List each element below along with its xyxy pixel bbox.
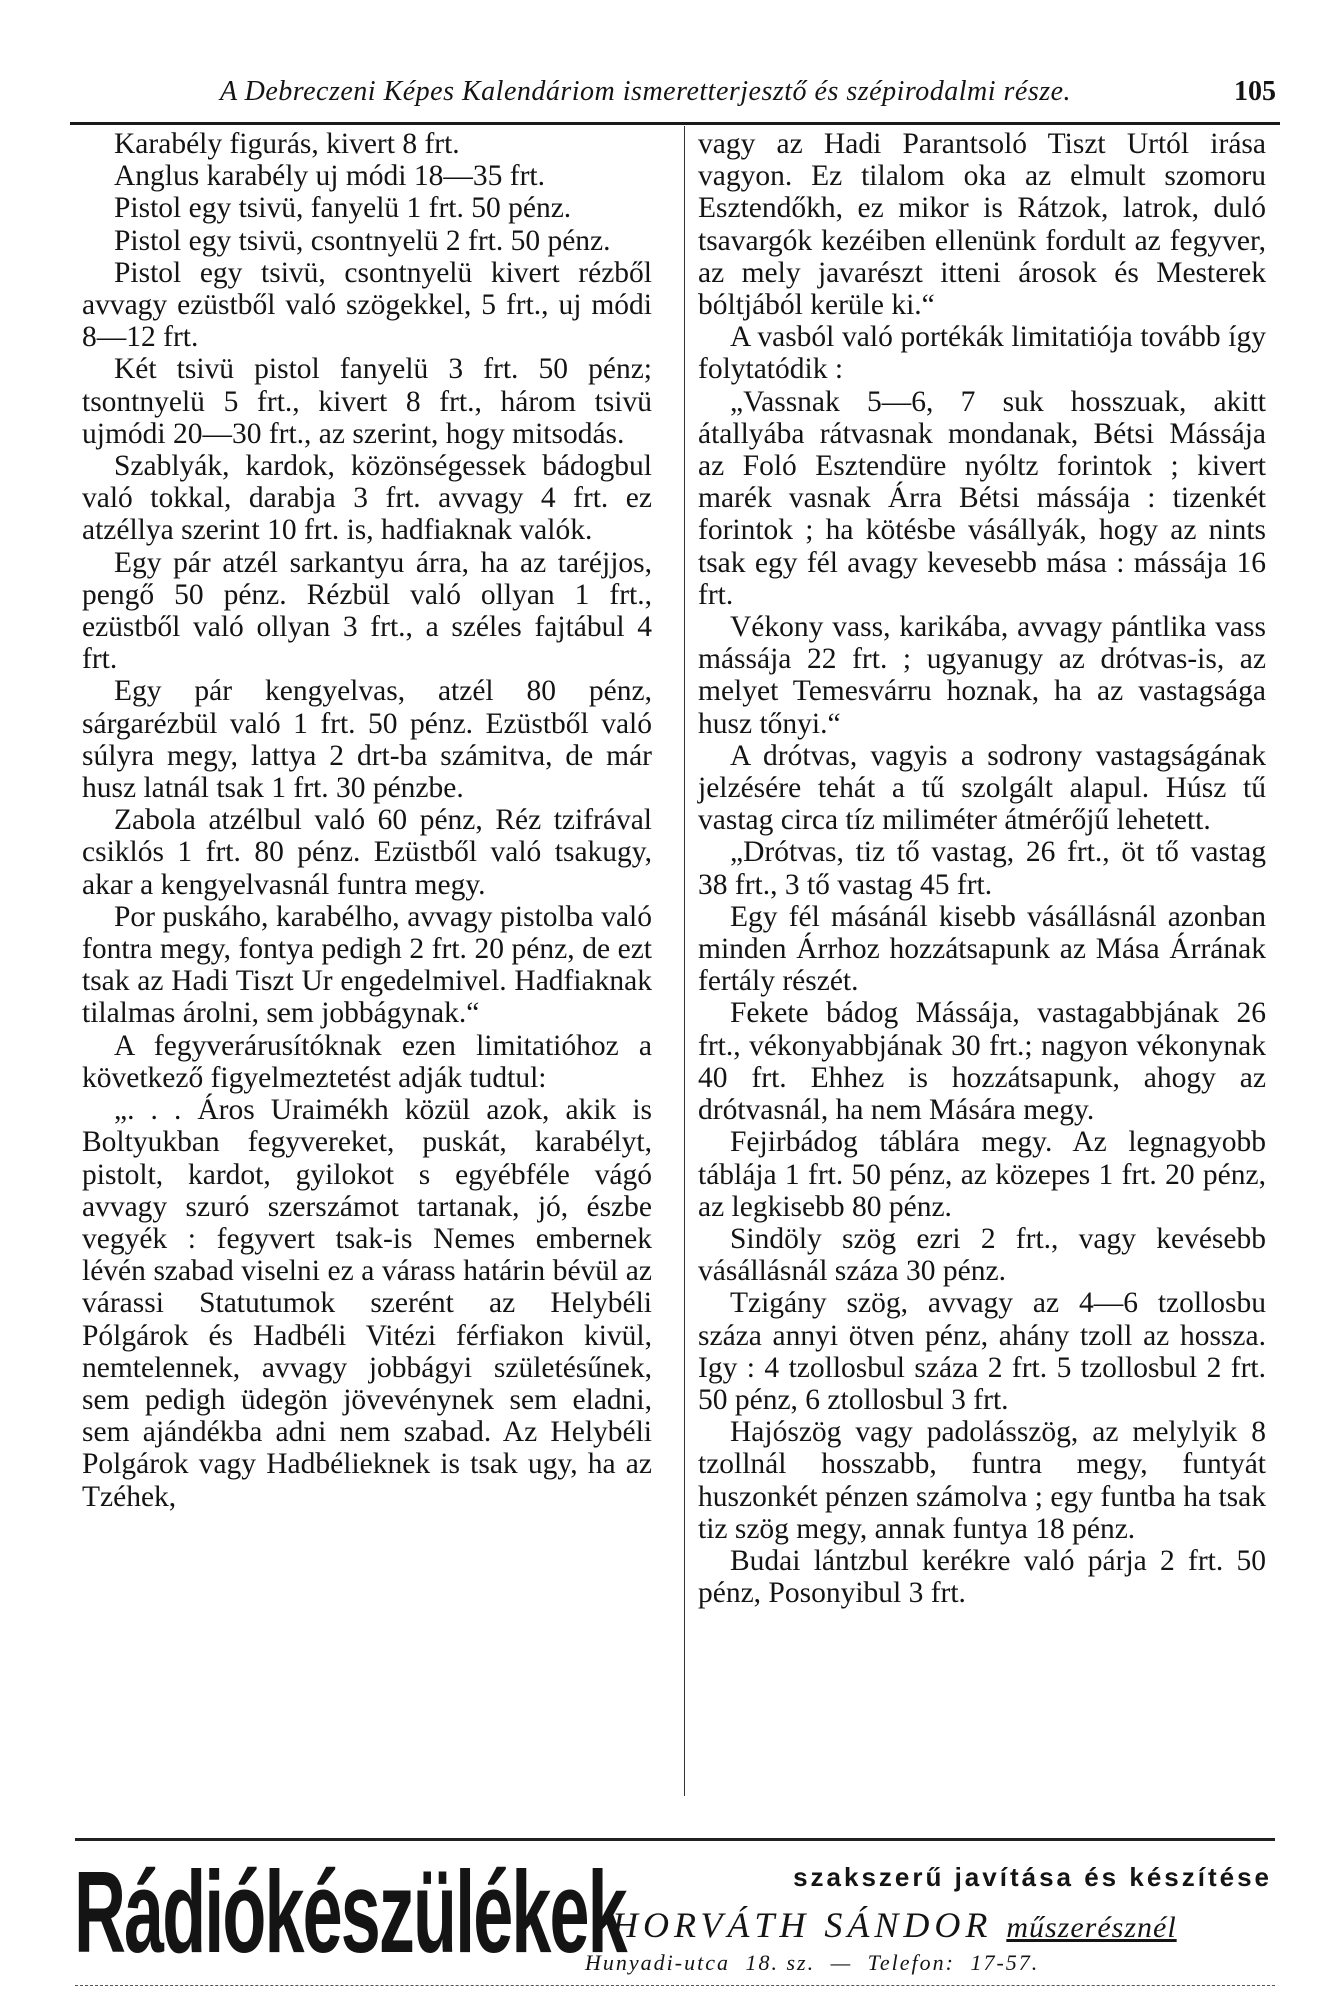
paragraph: A drótvas, vagyis a sodrony vastagságának jelzésére tehát a tű szolgált alapul. Húsz tű vastag circa tíz miliméter átmérőjű lehetett.: [698, 739, 1266, 837]
advertisement-service-text: szakszerű javítása és készítése: [793, 1862, 1272, 1892]
right-column: [698, 128, 1266, 1609]
paragraph: Szablyák, kardok, közönségessek bádogbul való tokkal, darabja 3 frt. avvagy 4 frt. ez atzéllya szerint 10 frt. is, hadfiaknak valók.: [82, 450, 652, 547]
paragraph: Fekete bádog Mássája, vastagabbjának 26 frt., vékonyabbjának 30 frt.; nagyon vékonynak 40 frt. Ehhez is hozzátsapunk, ahogy az drótvasnál, ha nem Mására megy.: [698, 997, 1266, 1127]
advertisement-house-number: 18. sz.: [745, 1950, 816, 1975]
advertisement-person-name: HORVÁTH SÁNDOR: [612, 1905, 993, 1945]
page-number: 105: [1234, 76, 1276, 107]
paragraph: „Drótvas, tiz tő vastag, 26 frt., öt tő vastag 38 frt., 3 tő vastag 45 frt.: [698, 836, 1266, 901]
paragraph: Budai lántzbul kerékre való párja 2 frt. 50 pénz, Posonyibul 3 frt.: [698, 1544, 1266, 1610]
paragraph: Pistol egy tsivü, csontnyelü kivert rézből avvagy ezüstből való szögekkel, 5 frt., uj módi 8—12 frt.: [82, 256, 652, 354]
page-header: [70, 74, 1280, 125]
paragraph: Zabola atzélbul való 60 pénz, Réz tzifrával csiklós 1 frt. 80 pénz. Ezüstből való tsakugy, akar a kengyelvasnál funtra megy.: [82, 804, 652, 901]
paragraph: Vékony vass, karikába, avvagy pántlika vass mássája 22 frt. ; ugyanugy az drótvas-is, az melyet Temesvárru hoznak, ha az vastagsága husz tőnyi.“: [698, 611, 1266, 740]
paragraph: Egy pár atzél sarkantyu árra, ha az taréjjos, pengő 50 pénz. Rézbül való ollyan 1 frt., ezüstből való ollyan 3 frt., a széles fajtábul 4 frt.: [82, 546, 652, 676]
paragraph: „Vassnak 5—6, 7 suk hosszuak, akitt átallyába rátvasnak mondanak, Bétsi Mássája az Foló Esztendüre nyóltz forintok ; kivert marék vasnak Árra Bétsi mássája : tizenkét forintok ; ha kötésbe vásállyák, hogy az nints tsak egy fél avagy kevesebb mása : mássája 16 frt.: [698, 385, 1266, 611]
paragraph: Hajószög vagy padolásszög, az melylyik 8 tzollnál hosszabb, funtra megy, funtyát huszonkét pénzen számolva ; egy funtba ha tsak tiz szög megy, annak funtya 18 pénz.: [698, 1416, 1266, 1545]
advertisement-person-role: műszerésznél: [1006, 1911, 1177, 1944]
paragraph: Sindöly szög ezri 2 frt., vagy kevésebb vásállásnál száza 30 pénz.: [698, 1222, 1266, 1288]
advertisement-phone: 17-57.: [970, 1950, 1040, 1975]
advertisement-brand-text: Rádiókészülékek: [74, 1847, 626, 1977]
paragraph: Por puskáho, karabélho, avvagy pistolba való fontra megy, fontya pedigh 2 frt. 20 pénz, de ezt tsak az Hadi Tiszt Ur engedelmivel. Hadfiaknak tilalmas árolni, sem jobbágynak.“: [82, 900, 652, 1030]
running-head-title: A Debreczeni Képes Kalendáriom ismeretterjesztő és szépirodalmi része.: [220, 76, 1072, 107]
advertisement-bottom-rule: [75, 1985, 1275, 1986]
paragraph: Anglus karabély uj módi 18—35 frt.: [114, 160, 545, 193]
advertisement-phone-label: Telefon:: [867, 1950, 955, 1975]
paragraph: A vasból való portékák limitatiója tovább így folytatódik :: [698, 321, 1266, 386]
paragraph: Tzigány szög, avvagy az 4—6 tzollosbu száza annyi ötven pénz, ahány tzoll az hossza. Igy : 4 tzollosbul száza 2 frt. 5 tzollosbul 2 frt. 50 pénz, 6 ztollosbul 3 frt.: [698, 1287, 1266, 1416]
paragraph: Két tsivü pistol fanyelü 3 frt. 50 pénz; tsontnyelü 5 frt., kivert 8 frt., három tsivü ujmódi 20—30 frt., az szerint, hogy mitsodás.: [82, 353, 652, 450]
advertisement-person: [612, 1904, 1272, 1946]
paragraph: Fejirbádog táblára megy. Az legnagyobb táblája 1 frt. 50 pénz, az közepes 1 frt. 20 pénz, az legkisebb 80 pénz.: [698, 1126, 1266, 1223]
advertisement-dash: —: [830, 1950, 853, 1975]
column-divider: [684, 126, 685, 1796]
paragraph: A fegyverárusítóknak ezen limitatióhoz a következő figyelmeztetést adják tudtul:: [82, 1029, 652, 1094]
paragraph: vagy az Hadi Parantsoló Tiszt Urtól irása vagyon. Ez tilalom oka az elmult szomoru Esztendőkh, ez mikor is Rátzok, latrok, duló tsavargók kezéiben ellenünk fordult az fegyver, az mely javarészt itteni árosok és Mesterek bóltjából kerüle ki.“: [698, 128, 1266, 322]
advertisement-top-rule: [75, 1838, 1275, 1841]
paragraph: Egy pár kengyelvas, atzél 80 pénz, sárgarézbül való 1 frt. 50 pénz. Ezüstből való súlyra megy, lattya 2 drt-ba számitva, de már husz latnál tsak 1 frt. 30 pénzbe.: [82, 675, 652, 805]
paragraph: „. . . Áros Uraimékh közül azok, akik is Boltyukban fegyvereket, puskát, karabélyt, pistolt, kardot, gyilokot s egyébféle vágó avvagy szuró szerszámot tartanak, jó, észbe vegyék : fegyvert tsak-is Nemes embernek lévén szabad viselni ez a várass határin bévül az várassi Statutumok szerént az Helybéli Pólgárok és Hadbéli Vitézi férfiakon kivül, nemtelennek, avvagy jobbágyi születésűnek, sem pedigh üdegön jövevénynek sem eladni, sem ajándékba adni nem szabad. Az Helybéli Polgárok vagy Hadbélieknek is tsak ugy, ha az Tzéhek,: [82, 1094, 652, 1513]
paragraph: Pistol egy tsivü, csontnyelü 2 frt. 50 pénz.: [114, 224, 611, 257]
paragraph: Karabély figurás, kivert 8 frt.: [114, 128, 460, 160]
paragraph: Pistol egy tsivü, fanyelü 1 frt. 50 pénz.: [114, 192, 572, 225]
paragraph: Egy fél másánál kisebb vásállásnál azonban minden Árrhoz hozzátsapunk az Mása Árrának fertály részét.: [698, 900, 1266, 998]
advertisement-address: [585, 1950, 1275, 1976]
left-column: [82, 128, 652, 1513]
advertisement-street: Hunyadi-utca: [585, 1950, 730, 1975]
